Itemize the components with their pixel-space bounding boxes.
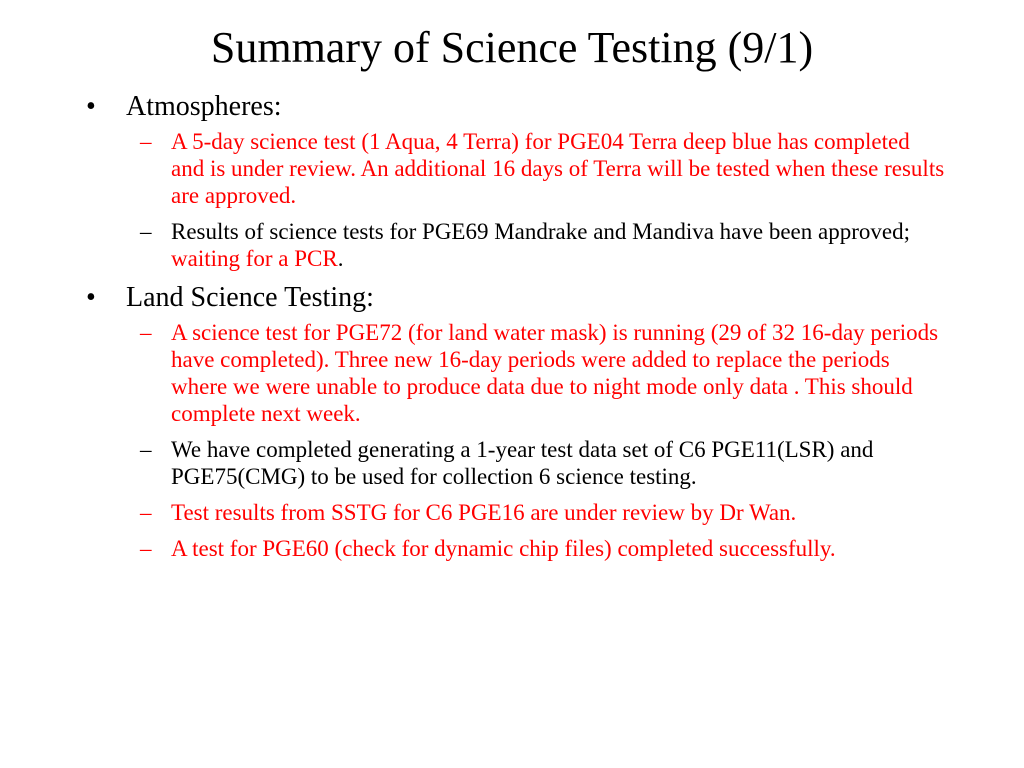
list-item-text: A test for PGE60 (check for dynamic chip files) completed successfully. [171, 536, 836, 561]
list-item [86, 218, 946, 272]
section-heading-atmospheres [86, 90, 946, 124]
list-item-tail: . [337, 246, 344, 271]
dash-marker: – [140, 219, 152, 244]
list-item-text: We have completed generating a 1-year test data set of C6 PGE11(LSR) and PGE75(CMG) to be used for collection 6 science testing. [171, 437, 874, 489]
dash-marker: – [140, 437, 152, 462]
list-item-text: A 5-day science test (1 Aqua, 4 Terra) for PGE04 Terra deep blue has completed and is under review. An additional 16 days of Terra will be tested when these results are approved. [171, 129, 945, 208]
list-item [86, 436, 946, 490]
list-item-text: A science test for PGE72 (for land water mask) is running (29 of 32 16-day periods have completed). Three new 16-day periods were added to replace the periods where we were unable to produce data due to night mode only data . This should complete next week. [171, 320, 939, 426]
section-heading-land-science-testing [86, 281, 946, 315]
section-heading-label: Atmospheres: [126, 91, 282, 122]
section-heading-label: Land Science Testing: [126, 282, 374, 313]
list-item [86, 499, 946, 526]
list-item [86, 535, 946, 562]
bullet-marker: • [86, 91, 96, 122]
list-item-text: Results of science tests for PGE69 Mandrake and Mandiva have been approved; [171, 219, 910, 244]
list-item [86, 319, 946, 427]
dash-marker: – [140, 129, 152, 154]
list-item-highlight: waiting for a PCR [171, 246, 338, 271]
dash-marker: – [140, 500, 152, 525]
slide-title: Summary of Science Testing (9/1) [210, 23, 814, 72]
list-item [86, 128, 946, 209]
dash-marker: – [140, 320, 152, 345]
list-item-text: Test results from SSTG for C6 PGE16 are under review by Dr Wan. [171, 500, 797, 525]
dash-marker: – [140, 536, 152, 561]
bullet-marker: • [86, 282, 96, 313]
slide-content [86, 84, 946, 571]
